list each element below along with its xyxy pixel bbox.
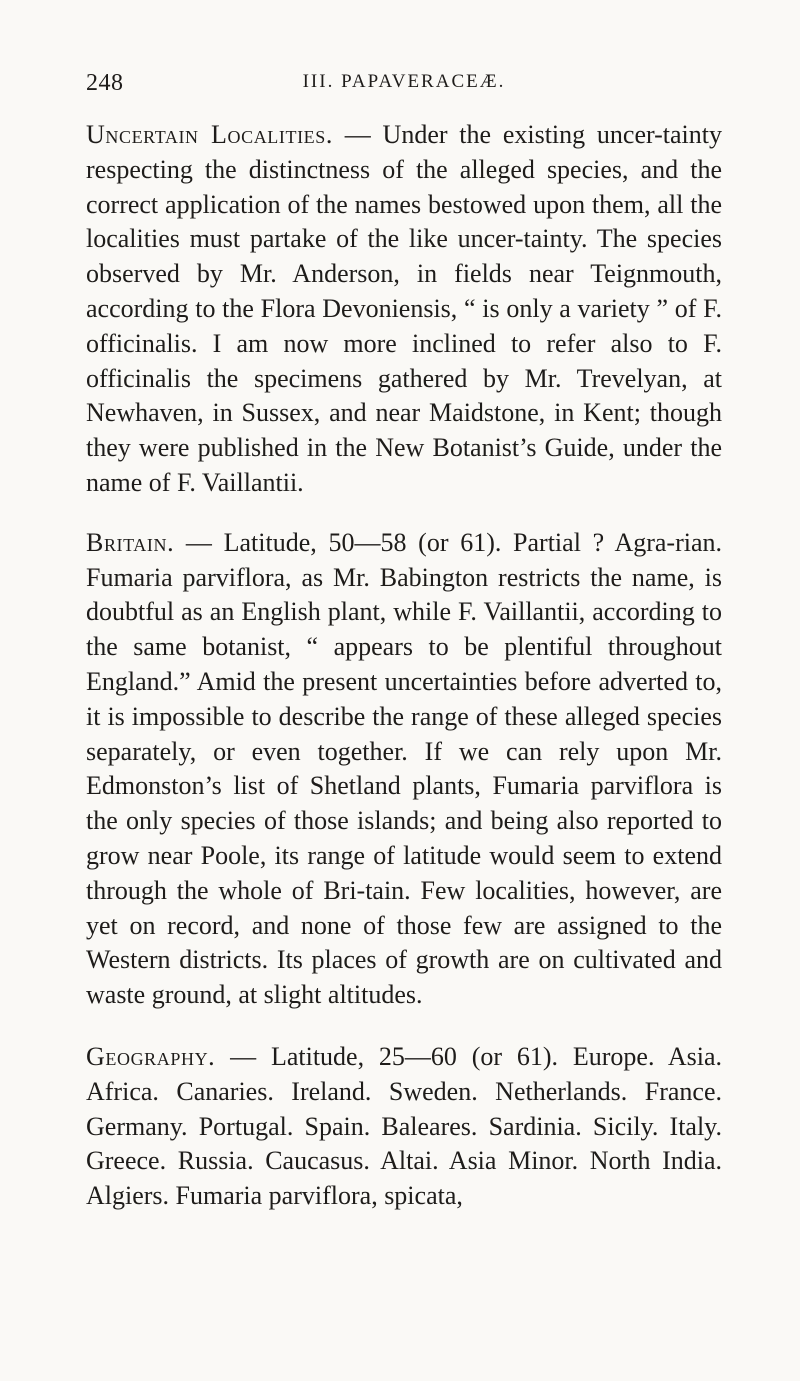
running-head: III. PAPAVERACEÆ. (302, 71, 506, 92)
paragraph-text-britain: — Latitude, 50—58 (or 61). Partial ? Agra-rian. Fumaria parviflora, as Mr. Babington restricts the name, is doubtful as an English plant, while F. Vaillantii, according to the same botanist, “ appears to be plentiful throughout England.” Amid the present uncertainties before adverted to, it is impossible to describe the range of these alleged species separately, or even together. If we can rely upon Mr. Edmonston’s list of Shetland plants, Fumaria parviflora is the only species of those islands; and being also reported to grow near Poole, its range of latitude would seem to extend through the whole of Bri-tain. Few localities, however, are yet on record, and none of those few are assigned to the Western districts. Its places of growth are on cultivated and waste ground, at slight altitudes. (86, 527, 722, 1010)
section-heading-geography: Geography. (86, 1041, 216, 1071)
paragraph-uncertain-localities (86, 118, 722, 501)
paragraph-text-uncertain-localities: — Under the existing uncer-tainty respecting the distinctness of the alleged species, and the correct application of the names bestowed upon them, all the localities must partake of the like uncer-tainty. The species observed by Mr. Anderson, in fields near Teignmouth, according to the Flora Devoniensis, “ is only a variety ” of F. officinalis. I am now more inclined to refer also to F. officinalis the specimens gathered by Mr. Trevelyan, at Newhaven, in Sussex, and near Maidstone, in Kent; though they were published in the New Botanist’s Guide, under the name of F. Vaillantii. (86, 120, 723, 497)
paragraph-text-geography: — Latitude, 25—60 (or 61). Europe. Asia. Africa. Canaries. Ireland. Sweden. Netherlands. France. Germany. Portugal. Spain. Baleares. Sardinia. Sicily. Italy. Greece. Russia. Caucasus. Altai. Asia Minor. North India. Algiers. Fumaria parviflora, spicata, (86, 1041, 722, 1211)
paragraph-britain (86, 526, 722, 1013)
section-heading-uncertain-localities: Uncertain Localities. (86, 120, 333, 149)
book-page (86, 70, 722, 1214)
page-header (86, 70, 722, 110)
section-heading-britain: Britain. (86, 527, 175, 557)
page-number: 248 (86, 70, 124, 96)
paragraph-geography (86, 1040, 722, 1214)
